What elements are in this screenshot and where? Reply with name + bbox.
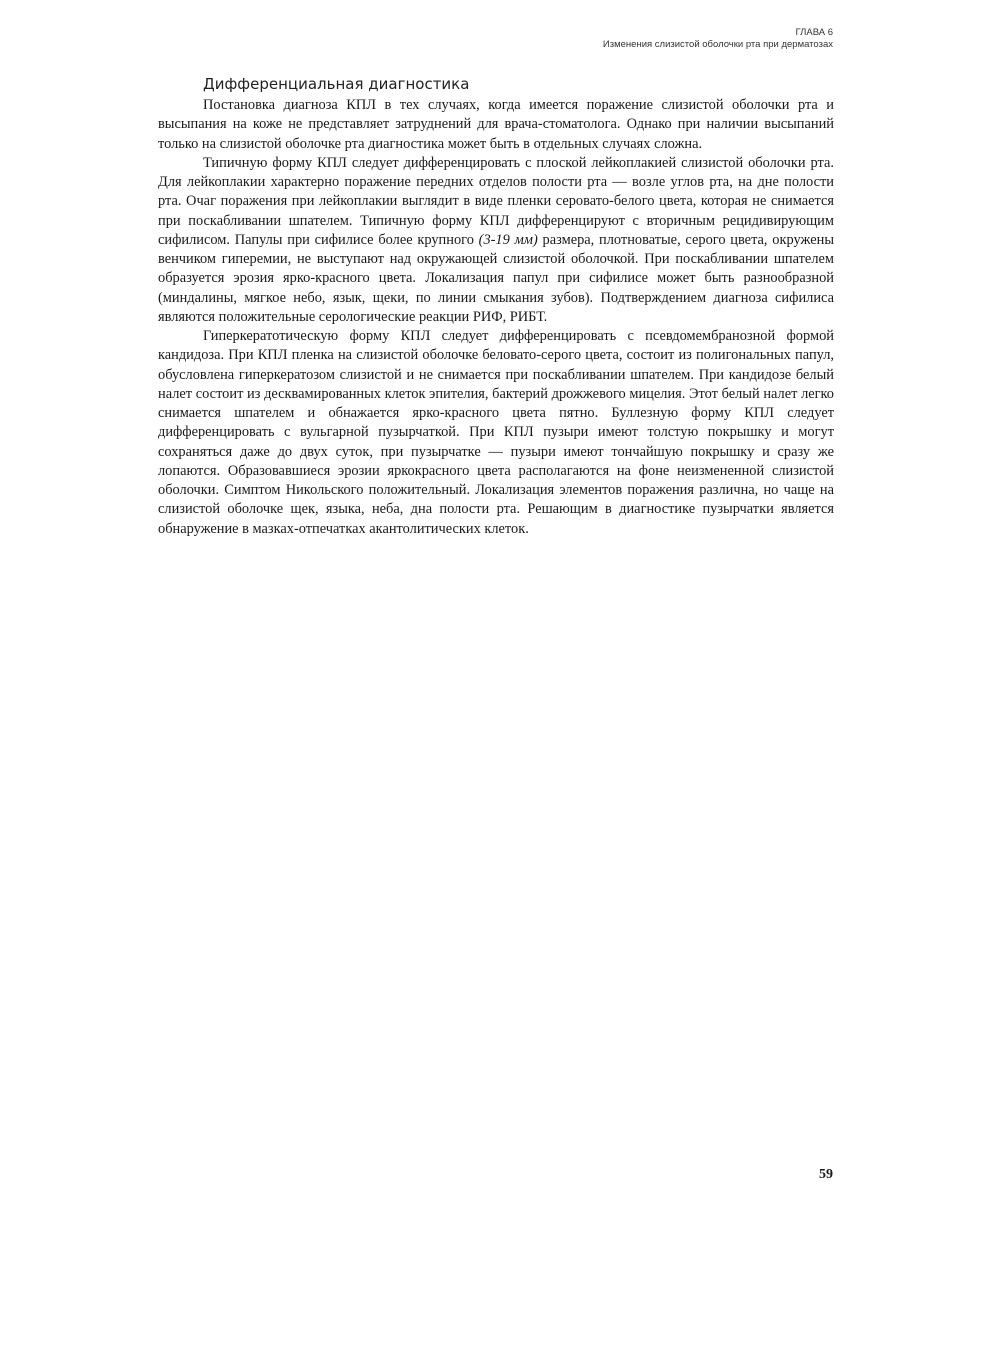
section-heading: Дифференциальная диагностика xyxy=(203,75,470,93)
paragraph-2-text-before: Типичную форму КПЛ следует дифференцировать с плоской лейкоплакией слизистой оболочки рта. Для лейкоплакии характерно поражение передних отделов полости рта — возле углов рта, на дне полости рта. Очаг поражения при лейкоплакии выглядит в виде пленки серовато-белого цвета, которая не снимается при поскабливании шпателем. Типичную форму КПЛ дифференцируют с вторичным рецидивирующим сифилисом. Папулы при сифилисе более крупного xyxy=(158,154,834,248)
page-number: 59 xyxy=(819,1167,833,1182)
paragraph-2-text-after: размера, плотноватые, серого цвета, окружены венчиком гиперемии, не выступают над окружающей слизистой оболочкой. При поскабливании шпателем образуется эрозия ярко-красного цвета. Локализация папул при сифилисе может быть разнообразной (миндалины, мягкое небо, язык, щеки, по линии смыкания зубов). Подтверждением диагноза сифилиса являются положительные серологические реакции РИФ, РИБТ. xyxy=(158,231,834,325)
paragraph-3: Гиперкератотическую форму КПЛ следует дифференцировать с псевдомембранозной формой кандидоза. При КПЛ пленка на слизистой оболочке беловато-серого цвета, состоит из полигональных папул, обусловлена гиперкератозом слизистой и не снимается при поскабливании шпателем. При кандидозе белый налет состоит из десквамированных клеток эпителия, бактерий дрожжевого мицелия. Этот белый налет легко снимается шпателем и обнажается ярко-красного цвета пятно. Буллезную форму КПЛ следует дифференцировать с вульгарной пузырчаткой. При КПЛ пузыри имеют толстую покрышку и могут сохраняться даже до двух суток, при пузырчатке — пузыри имеют тончайшую покрышку и сразу же лопаются. Образовавшиеся эрозии яркокрасного цвета располагаются на фоне неизмененной слизистой оболочки. Симптом Никольского положительный. Локализация элементов поражения различна, но чаще на слизистой оболочке щек, языка, неба, дна полости рта. Решающим в диагностике пузырчатки является обнаружение в мазках-отпечатках акантолитических клеток. xyxy=(158,328,834,537)
paragraph-2 xyxy=(158,154,834,327)
running-head-title: Изменения слизистой оболочки рта при дерматозах xyxy=(602,39,833,50)
papule-size-emphasis: (3-19 мм) xyxy=(478,231,538,248)
paragraph-1: Постановка диагноза КПЛ в тех случаях, когда имеется поражение слизистой оболочки рта и высыпания на коже не представляет затруднений для врача-стоматолога. Однако при наличии высыпаний только на слизистой оболочке рта диагностика может быть в отдельных случаях сложна. xyxy=(158,97,834,152)
running-head-chapter: ГЛАВА 6 xyxy=(795,27,833,38)
running-head xyxy=(603,27,833,51)
body-text xyxy=(158,96,834,539)
